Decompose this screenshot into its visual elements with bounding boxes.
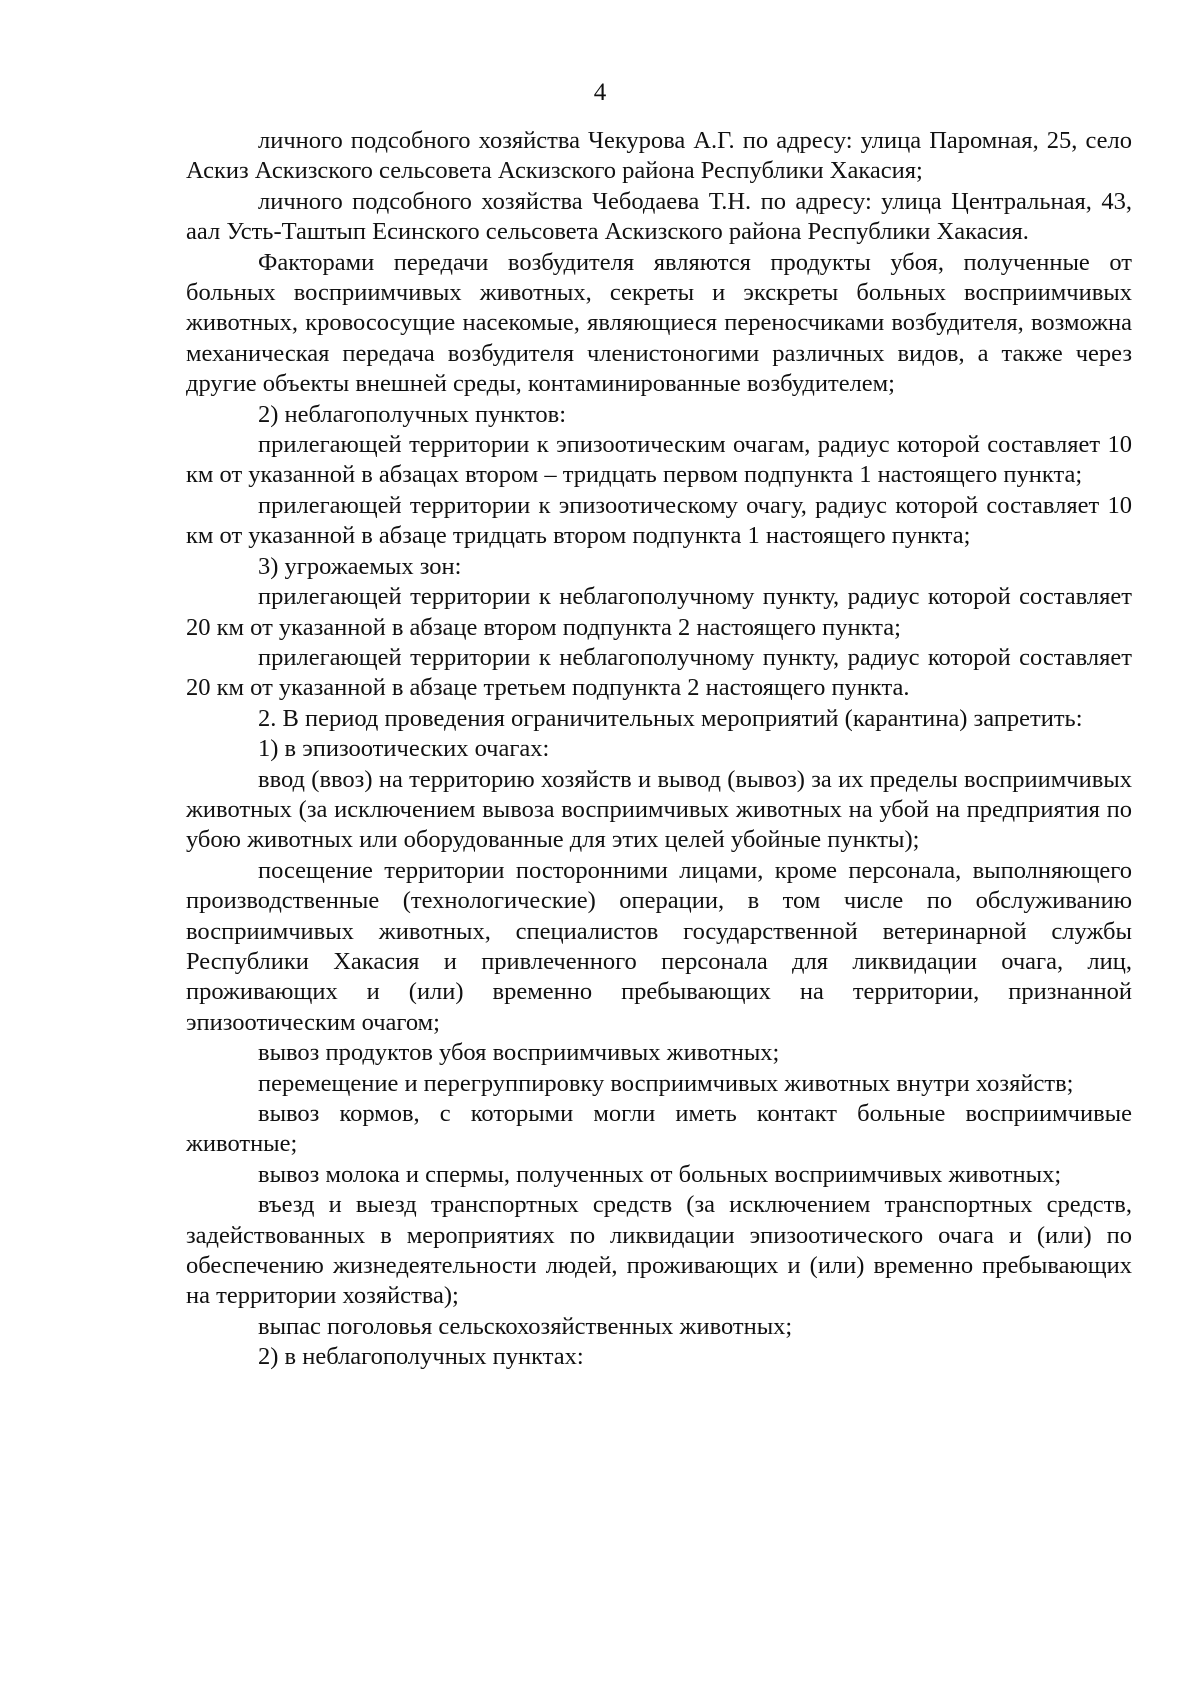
paragraph: посещение территории посторонними лицами, кроме персонала, выполняющего производственные (технологические) операции, в том числе по обслуживанию восприимчивых животных, специалистов государственной ветеринарной службы Республики Хакасия и привлеченного персонала для ликвидации очага, лиц, проживающих и (или) временно пребывающих на территории, признанной эпизоотическим очагом; <box>186 856 1132 1036</box>
list-item: 2) в неблагополучных пунктах: <box>258 1343 584 1371</box>
document-body <box>186 126 1132 1373</box>
paragraph: вывоз кормов, с которыми могли иметь контакт больные восприимчивые животные; <box>186 1100 1132 1158</box>
section-heading: 2. В период проведения ограничительных мероприятий (карантина) запретить: <box>258 704 1083 732</box>
paragraph: прилегающей территории к эпизоотическому очагу, радиус которой составляет 10 км от указанной в абзаце тридцать втором подпункта 1 настоящего пункта; <box>186 491 1132 550</box>
paragraph: ввод (ввоз) на территорию хозяйств и вывод (вывоз) за их пределы восприимчивых животных (за исключением вывоза восприимчивых животных на убой на предприятия по убою животных или оборудованные для этих целей убойные пункты); <box>186 765 1132 854</box>
paragraph: въезд и выезд транспортных средств (за исключением транспортных средств, задействованных в мероприятиях по ликвидации эпизоотического очага и (или) по обеспечению жизнедеятельности людей, проживающих и (или) временно пребывающих на территории хозяйства); <box>186 1191 1132 1310</box>
list-item: 1) в эпизоотических очагах: <box>258 735 550 763</box>
list-item: 3) угрожаемых зон: <box>258 552 462 580</box>
paragraph: Факторами передачи возбудителя являются продукты убоя, полученные от больных восприимчивых животных, секреты и экскреты больных восприимчивых животных, кровососущие насекомые, являющиеся переносчиками возбудителя, возможна механическая передача возбудителя членистоногими различных видов, а также через другие объекты внешней среды, контаминированные возбудителем; <box>186 248 1132 398</box>
paragraph: вывоз молока и спермы, полученных от больных восприимчивых животных; <box>258 1160 1062 1188</box>
list-item: 2) неблагополучных пунктов: <box>258 400 567 428</box>
paragraph: выпас поголовья сельскохозяйственных животных; <box>258 1312 793 1340</box>
paragraph: вывоз продуктов убоя восприимчивых животных; <box>258 1039 780 1067</box>
paragraph: личного подсобного хозяйства Чебодаева Т.Н. по адресу: улица Центральная, 43, аал Усть-Таштып Есинского сельсовета Аскизского района Республики Хакасия. <box>186 187 1132 246</box>
paragraph: прилегающей территории к эпизоотическим очагам, радиус которой составляет 10 км от указанной в абзацах втором – тридцать первом подпункта 1 настоящего пункта; <box>186 431 1132 489</box>
paragraph: личного подсобного хозяйства Чекурова А.Г. по адресу: улица Паромная, 25, село Аскиз Аскизского сельсовета Аскизского района Республики Хакасия; <box>186 127 1132 185</box>
paragraph: перемещение и перегруппировку восприимчивых животных внутри хозяйств; <box>258 1069 1074 1097</box>
page-number: 4 <box>593 79 607 106</box>
paragraph: прилегающей территории к неблагополучному пункту, радиус которой составляет 20 км от указанной в абзаце втором подпункта 2 настоящего пункта; <box>186 583 1132 641</box>
paragraph: прилегающей территории к неблагополучному пункту, радиус которой составляет 20 км от указанной в абзаце третьем подпункта 2 настоящего пункта. <box>186 643 1132 702</box>
